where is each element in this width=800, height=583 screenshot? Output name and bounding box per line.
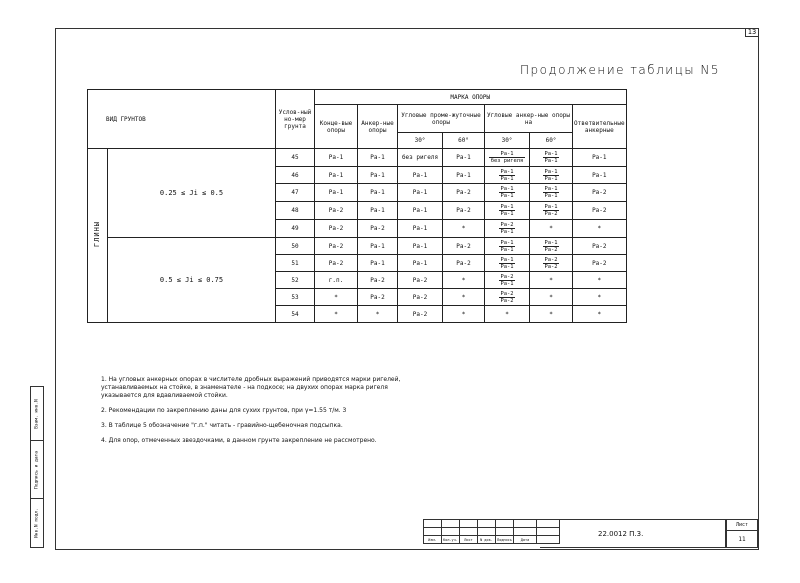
soil-group-cell bbox=[88, 149, 108, 323]
corner-inter-60-cell: * bbox=[443, 306, 485, 323]
end-support-cell: Pa-1 bbox=[315, 167, 358, 184]
fraction-numerator: Pa-1 bbox=[489, 151, 525, 158]
fraction-numerator: Pa-1 bbox=[544, 151, 558, 157]
corner-inter-30-cell: Pa-1 bbox=[398, 220, 443, 238]
end-support-cell: Pa-2 bbox=[315, 220, 358, 238]
corner-inter-30-cell: Pa-1 bbox=[398, 167, 443, 184]
fraction-denominator: Pa-2 bbox=[544, 211, 558, 217]
corner-anchor-60-cell bbox=[530, 167, 573, 184]
side-cell bbox=[31, 387, 43, 441]
end-support-cell: г.п. bbox=[315, 272, 358, 289]
side-label: Инв.N подл. bbox=[34, 508, 40, 538]
anchor-support-cell: Pa-2 bbox=[358, 220, 398, 238]
soil-number-cell: 52 bbox=[276, 272, 315, 289]
stamp-label: N док. bbox=[478, 536, 496, 544]
sheet-label: Лист bbox=[727, 520, 757, 531]
corner-inter-60-cell: * bbox=[443, 289, 485, 306]
fraction-numerator: Pa-2 bbox=[500, 273, 514, 280]
corner-inter-60-cell: Pa-1 bbox=[443, 167, 485, 184]
side-cell bbox=[31, 499, 43, 547]
document-code: 22.0012 П.3. bbox=[598, 530, 644, 538]
fraction-denominator: Pa-1 bbox=[500, 246, 514, 253]
sheet-box bbox=[726, 519, 758, 548]
fraction-numerator: Pa-2 bbox=[500, 222, 514, 228]
end-support-cell: Pa-2 bbox=[315, 202, 358, 220]
soil-number-cell: 50 bbox=[276, 238, 315, 255]
fraction bbox=[499, 274, 516, 287]
corner-inter-60-cell: Pa-2 bbox=[443, 202, 485, 220]
soil-number-cell: 54 bbox=[276, 306, 315, 323]
corner-inter-60-cell: Pa-2 bbox=[443, 255, 485, 272]
angle-60-header: 60° bbox=[530, 133, 573, 149]
corner-inter-60-cell: Pa-2 bbox=[443, 238, 485, 255]
corner-anchor-60-cell: * bbox=[530, 272, 573, 289]
branch-anchor-cell: Pa-2 bbox=[573, 255, 627, 272]
branch-anchor-cell: Pa-1 bbox=[573, 167, 627, 184]
end-supports-header: Конце-вые опоры bbox=[315, 105, 358, 149]
stamp-label: Дата bbox=[514, 536, 537, 544]
fraction-denominator: без ригеля bbox=[490, 158, 524, 164]
corner-anchor-60-cell bbox=[530, 238, 573, 255]
table-row bbox=[88, 149, 627, 167]
corner-anchor-30-cell bbox=[485, 184, 530, 202]
branch-anchor-cell: Pa-2 bbox=[573, 202, 627, 220]
table-row bbox=[88, 238, 627, 255]
soil-number-cell: 47 bbox=[276, 184, 315, 202]
fraction bbox=[499, 204, 516, 217]
corner-anchor-30-cell bbox=[485, 289, 530, 306]
stamp-label: Подпись bbox=[497, 537, 512, 542]
anchor-support-cell: Pa-1 bbox=[358, 184, 398, 202]
corner-anchor-60-cell: * bbox=[530, 306, 573, 323]
main-table bbox=[87, 89, 627, 323]
stamp-label: Лист bbox=[460, 536, 478, 544]
corner-inter-60-cell: * bbox=[443, 220, 485, 238]
branch-anchor-cell: Pa-1 bbox=[573, 149, 627, 167]
note-4: 4. Для опор, отмеченных звездочками, в данном грунте закрепление не рассмотрено. bbox=[101, 437, 377, 444]
angle-30-header: 30° bbox=[485, 133, 530, 149]
corner-inter-60-cell: * bbox=[443, 272, 485, 289]
corner-inter-60-cell: Pa-1 bbox=[443, 149, 485, 167]
fraction-denominator: Pa-2 bbox=[544, 246, 558, 253]
corner-anchor-60-cell bbox=[530, 255, 573, 272]
branch-anchor-cell: Pa-2 bbox=[573, 184, 627, 202]
fraction bbox=[543, 186, 560, 199]
fraction-denominator: Pa-1 bbox=[500, 175, 514, 182]
corner-anchor-30-cell bbox=[485, 149, 530, 167]
fraction bbox=[543, 204, 560, 217]
corner-inter-30-cell: без ригеля bbox=[398, 149, 443, 167]
anchor-support-cell: Pa-1 bbox=[358, 255, 398, 272]
fraction-numerator: Pa-1 bbox=[544, 186, 558, 192]
fraction-denominator: Pa-1 bbox=[500, 263, 514, 270]
corner-inter-30-cell: Pa-2 bbox=[398, 306, 443, 323]
fraction bbox=[499, 240, 516, 253]
fraction-numerator: Pa-1 bbox=[500, 256, 514, 263]
note-1-cont: указывается для вдавливаемой стойки. bbox=[101, 392, 228, 399]
end-support-cell: Pa-2 bbox=[315, 238, 358, 255]
note-3: 3. В таблице 5 обозначение "г.п." читать - гравийно-щебеночная подсыпка. bbox=[101, 422, 343, 429]
end-support-cell: Pa-1 bbox=[315, 149, 358, 167]
side-stamp bbox=[30, 386, 44, 548]
corner-anchor-30-cell bbox=[485, 220, 530, 238]
note-2: 2. Рекомендации по закреплению даны для сухих грунтов, при γ=1.55 т/м. 3 bbox=[101, 407, 347, 414]
corner-inter-30-cell: Pa-2 bbox=[398, 272, 443, 289]
corner-anchor-60-cell bbox=[530, 149, 573, 167]
anchor-support-cell: * bbox=[358, 306, 398, 323]
sheet-number-top: 13 bbox=[745, 28, 759, 37]
fraction bbox=[499, 291, 516, 304]
stamp-label: Кол.уч. bbox=[443, 537, 458, 542]
fraction-numerator: Pa-1 bbox=[500, 168, 514, 175]
fraction bbox=[499, 186, 516, 199]
consistency-range: 0.5 ≤ Ji ≤ 0.75 bbox=[108, 238, 276, 323]
stamp-label: Изм. bbox=[424, 536, 442, 544]
fraction bbox=[543, 151, 560, 164]
branch-anchor-cell: Pa-2 bbox=[573, 238, 627, 255]
corner-inter-30-cell: Pa-2 bbox=[398, 289, 443, 306]
fraction bbox=[543, 169, 560, 182]
anchor-support-cell: Pa-1 bbox=[358, 238, 398, 255]
angle-60-header: 60° bbox=[443, 133, 485, 149]
sheet-number: 11 bbox=[738, 536, 746, 543]
fraction bbox=[489, 151, 525, 164]
corner-inter-30-cell: Pa-1 bbox=[398, 184, 443, 202]
fraction bbox=[543, 257, 560, 270]
corner-anchor-30-cell bbox=[485, 255, 530, 272]
side-label: Взам. инв.N bbox=[34, 398, 40, 429]
fraction-numerator: Pa-2 bbox=[544, 256, 558, 263]
corner-inter-30-cell: Pa-1 bbox=[398, 202, 443, 220]
fraction-denominator: Pa-1 bbox=[500, 211, 514, 217]
fraction bbox=[499, 257, 516, 270]
corner-inter-30-cell: Pa-1 bbox=[398, 238, 443, 255]
fraction-denominator: Pa-1 bbox=[544, 175, 558, 182]
fraction-numerator: Pa-1 bbox=[544, 204, 558, 210]
fraction-numerator: Pa-1 bbox=[544, 168, 558, 175]
soil-type-header: ВИД ГРУНТОВ bbox=[88, 90, 276, 149]
fraction bbox=[499, 222, 516, 235]
support-mark-header: МАРКА ОПОРЫ bbox=[315, 90, 627, 105]
soil-number-cell: 53 bbox=[276, 289, 315, 306]
fraction-denominator: Pa-1 bbox=[500, 193, 514, 199]
corner-inter-60-cell: Pa-2 bbox=[443, 184, 485, 202]
soil-group-label: ГЛИНЫ bbox=[93, 221, 101, 248]
corner-anchor-60-cell: * bbox=[530, 220, 573, 238]
corner-anchor-60-cell bbox=[530, 202, 573, 220]
soil-number-header: Услов-ный но-мер грунта bbox=[276, 90, 315, 149]
note-1: 1. На угловых анкерных опорах в числителе дробных выражений приводятся марки ригелей, bbox=[101, 376, 401, 383]
angle-30-header: 30° bbox=[398, 133, 443, 149]
end-support-cell: * bbox=[315, 306, 358, 323]
branch-anchor-cell: * bbox=[573, 306, 627, 323]
corner-anchor-30-cell bbox=[485, 202, 530, 220]
branch-anchor-header: Ответвительные анкерные bbox=[573, 105, 627, 149]
corner-anchor-60-cell bbox=[530, 184, 573, 202]
fraction-denominator: Pa-1 bbox=[500, 280, 514, 287]
soil-number-cell: 45 bbox=[276, 149, 315, 167]
corner-anchor-60-cell: * bbox=[530, 289, 573, 306]
fraction-numerator: Pa-1 bbox=[544, 239, 558, 246]
corner-anchor-30-cell: * bbox=[485, 306, 530, 323]
fraction-denominator: Pa-1 bbox=[500, 229, 514, 235]
soil-number-cell: 48 bbox=[276, 202, 315, 220]
corner-anchor-30-cell bbox=[485, 167, 530, 184]
corner-intermediate-header: Угловые проме-жуточные опоры bbox=[398, 105, 485, 133]
end-support-cell: Pa-2 bbox=[315, 255, 358, 272]
side-label: Подпись и дата bbox=[34, 450, 40, 489]
fraction-denominator: Pa-2 bbox=[544, 263, 558, 270]
fraction-denominator: Pa-1 bbox=[544, 158, 558, 164]
corner-anchor-header: Угловые анкер-ные опоры на bbox=[485, 105, 573, 133]
fraction-numerator: Pa-2 bbox=[500, 290, 514, 297]
anchor-support-cell: Pa-2 bbox=[358, 289, 398, 306]
page-title: Продолжение таблицы N5 bbox=[520, 63, 720, 77]
fraction-denominator: Pa-2 bbox=[500, 297, 514, 304]
fraction-numerator: Pa-1 bbox=[500, 186, 514, 192]
note-1-cont: устанавливаемых на стойке, в знаменателе - на подкосе; на двухих опорах марка ригеля bbox=[101, 384, 388, 391]
corner-anchor-30-cell bbox=[485, 272, 530, 289]
branch-anchor-cell: * bbox=[573, 220, 627, 238]
notes bbox=[101, 376, 400, 452]
soil-number-cell: 46 bbox=[276, 167, 315, 184]
anchor-support-cell: Pa-2 bbox=[358, 272, 398, 289]
corner-inter-30-cell: Pa-1 bbox=[398, 255, 443, 272]
anchor-support-cell: Pa-1 bbox=[358, 202, 398, 220]
consistency-range: 0.25 ≤ Ji ≤ 0.5 bbox=[108, 149, 276, 238]
end-support-cell: Pa-1 bbox=[315, 184, 358, 202]
anchor-supports-header: Анкер-ные опоры bbox=[358, 105, 398, 149]
fraction bbox=[543, 240, 560, 253]
corner-anchor-30-cell bbox=[485, 238, 530, 255]
soil-number-cell: 49 bbox=[276, 220, 315, 238]
branch-anchor-cell: * bbox=[573, 289, 627, 306]
fraction-numerator: Pa-1 bbox=[500, 204, 514, 210]
end-support-cell: * bbox=[315, 289, 358, 306]
fraction bbox=[499, 169, 516, 182]
fraction-numerator: Pa-1 bbox=[500, 239, 514, 246]
side-cell bbox=[31, 441, 43, 499]
anchor-support-cell: Pa-1 bbox=[358, 149, 398, 167]
anchor-support-cell: Pa-1 bbox=[358, 167, 398, 184]
branch-anchor-cell: * bbox=[573, 272, 627, 289]
soil-number-cell: 51 bbox=[276, 255, 315, 272]
fraction-denominator: Pa-1 bbox=[544, 193, 558, 199]
